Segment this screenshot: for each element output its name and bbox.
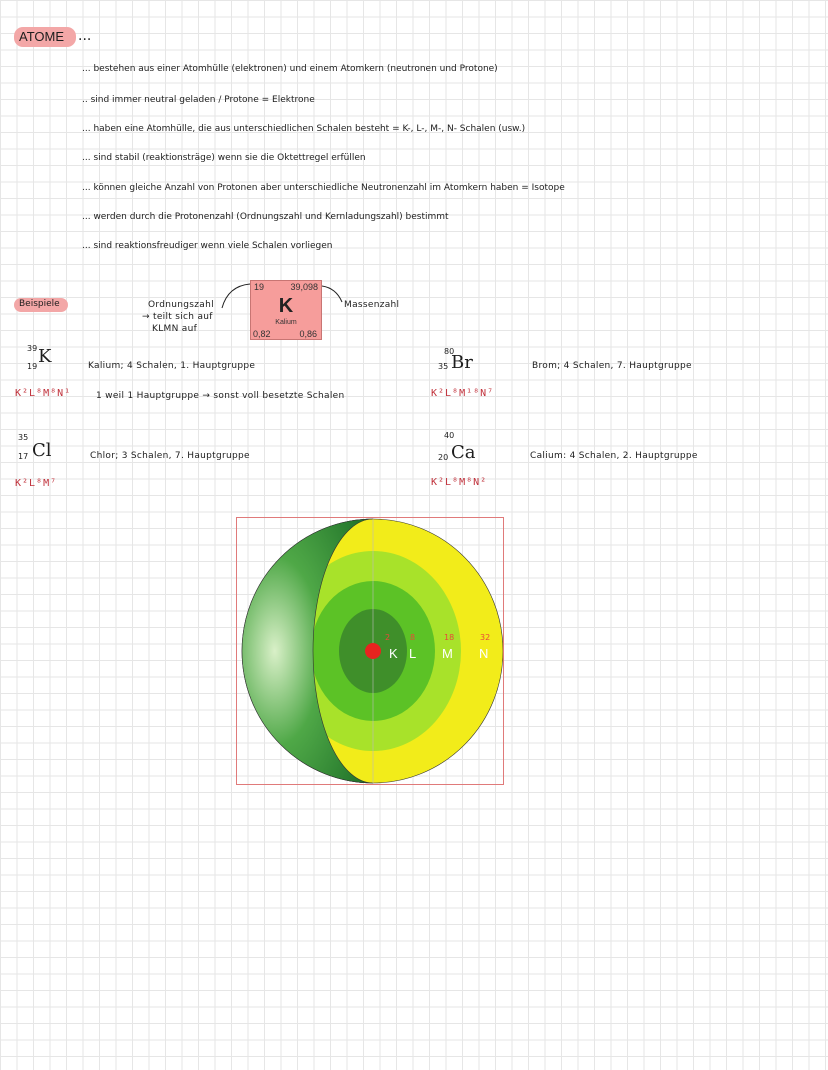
note-ordnungszahl: Ordnungszahl — [148, 300, 214, 310]
k-mass: 39 — [27, 344, 38, 353]
capacity-k: 2 — [385, 633, 391, 642]
shell-label-k: K — [389, 646, 398, 661]
ca-symbol: Ca — [451, 442, 476, 463]
bullet-2: .. sind immer neutral geladen / Protone = Elektrone — [82, 95, 315, 105]
tile-mass: 39,098 — [290, 282, 318, 292]
capacity-l: 8 — [410, 633, 416, 642]
atom-shell-diagram — [236, 517, 504, 785]
capacity-m: 18 — [444, 633, 455, 642]
tile-en2: 0,86 — [299, 329, 317, 339]
k-number: 19 — [27, 362, 38, 371]
br-mass: 80 — [444, 347, 455, 356]
br-number: 35 — [438, 362, 449, 371]
tile-en1: 0,82 — [253, 329, 271, 339]
shell-label-l: L — [409, 646, 417, 661]
k-desc: Kalium; 4 Schalen, 1. Hauptgruppe — [88, 361, 256, 371]
shell-label-m: M — [442, 646, 453, 661]
ca-mass: 40 — [444, 431, 455, 440]
cl-number: 17 — [18, 452, 29, 461]
examples-label: Beispiele — [19, 299, 60, 309]
ca-number: 20 — [438, 453, 449, 462]
br-desc: Brom; 4 Schalen, 7. Hauptgruppe — [532, 361, 692, 371]
bullet-5: ... können gleiche Anzahl von Protonen aber unterschiedliche Neutronenzahl im Atomkern haben = Isotope — [82, 183, 565, 193]
ca-config: K²L⁸M⁸N² — [431, 477, 488, 488]
nucleus — [365, 643, 381, 659]
ca-desc: Calium: 4 Schalen, 2. Hauptgruppe — [530, 451, 698, 461]
tile-number: 19 — [254, 282, 265, 292]
page-title: ATOME — [19, 29, 65, 44]
k-symbol: K — [38, 346, 52, 367]
atom-shell-svg — [237, 518, 503, 784]
periodic-tile-potassium — [250, 280, 322, 340]
cl-desc: Chlor; 3 Schalen, 7. Hauptgruppe — [90, 451, 250, 461]
tile-symbol: K — [278, 295, 294, 317]
title-dots: ... — [78, 28, 92, 44]
k-note: 1 weil 1 Hauptgruppe → sonst voll besetzte Schalen — [96, 391, 345, 401]
cl-symbol: Cl — [32, 440, 52, 461]
br-config: K²L⁸M¹⁸N⁷ — [431, 388, 495, 399]
bullet-1: ... bestehen aus einer Atomhülle (elektronen) und einem Atomkern (neutronen und Protone) — [82, 64, 498, 74]
bullet-6: ... werden durch die Protonenzahl (Ordnungszahl und Kernladungszahl) bestimmt — [82, 212, 449, 222]
capacity-n: 32 — [480, 633, 491, 642]
note-ulmn: KLMN auf — [152, 324, 198, 334]
br-symbol: Br — [451, 352, 473, 373]
note-teilt: → teilt sich auf — [142, 312, 213, 322]
cl-mass: 35 — [18, 433, 29, 442]
note-massenzahl: Massenzahl — [344, 300, 400, 310]
tile-name: Kalium — [275, 319, 297, 326]
bullet-3: ... haben eine Atomhülle, die aus unterschiedlichen Schalen besteht = K-, L-, M-, N- Schalen (usw.) — [82, 124, 526, 134]
bullet-7: ... sind reaktionsfreudiger wenn viele Schalen vorliegen — [82, 241, 333, 251]
cl-config: K²L⁸M⁷ — [15, 478, 58, 489]
shell-label-n: N — [479, 646, 489, 661]
bullet-4: ... sind stabil (reaktionsträge) wenn sie die Oktettregel erfüllen — [82, 153, 366, 163]
k-config: K²L⁸M⁸N¹ — [15, 388, 72, 399]
